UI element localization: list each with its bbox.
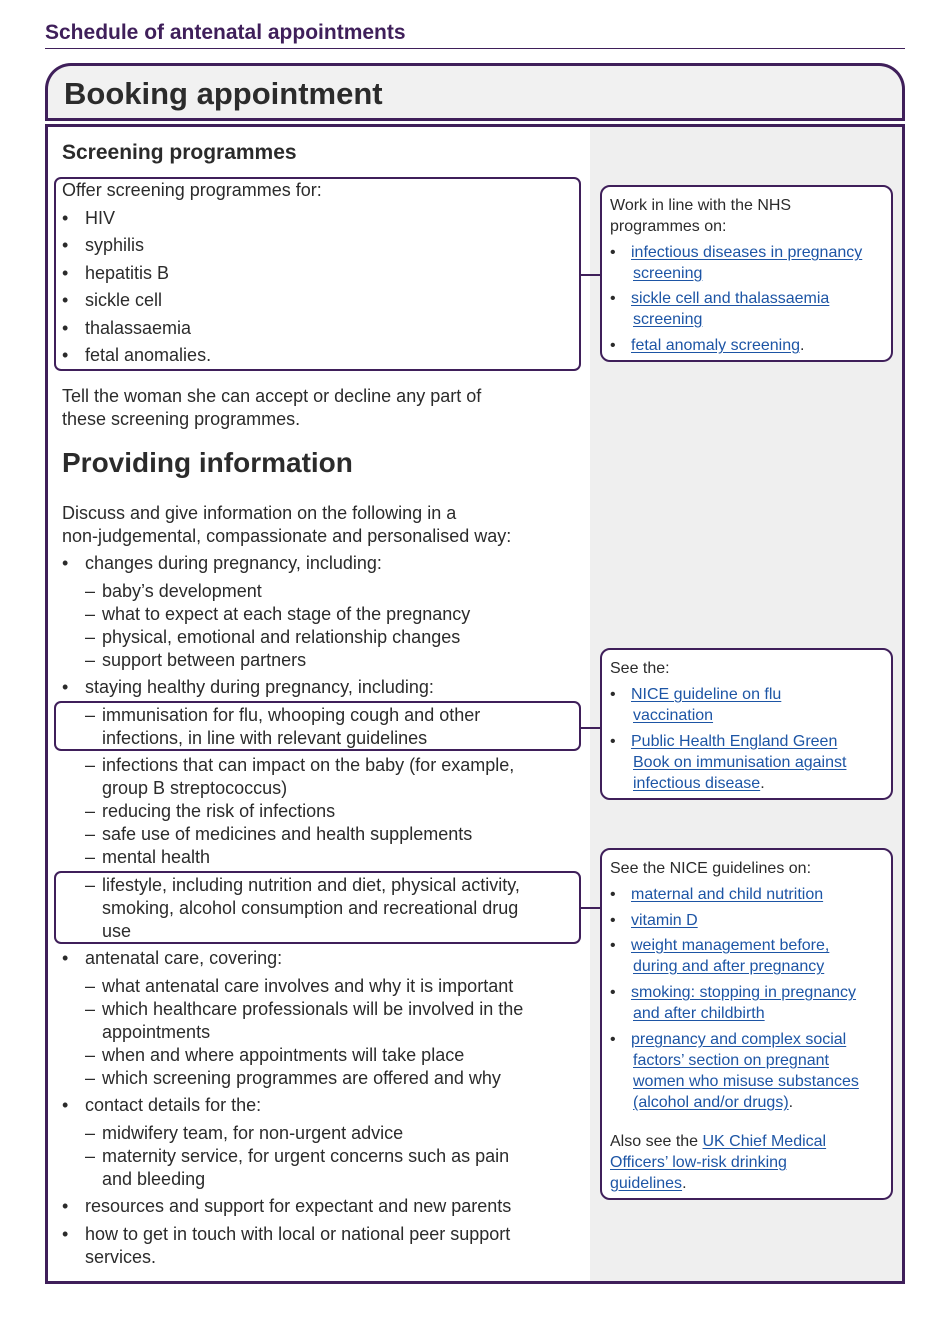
link-green-book-continued[interactable]: Book on immunisation against: [633, 754, 847, 771]
section-header-divider: [45, 118, 905, 121]
nhs-box-intro-line2: programmes on:: [610, 218, 727, 235]
link-green-book-end[interactable]: infectious disease.: [633, 775, 765, 792]
providing-intro-line1: Discuss and give information on the following in a: [62, 503, 457, 523]
screening-intro: Offer screening programmes for:: [62, 180, 322, 200]
link-smoking-stopping-continued[interactable]: and after childbirth: [633, 1005, 765, 1022]
flu-box-intro: See the:: [610, 660, 670, 677]
sub-list-item-continued: use: [102, 921, 132, 941]
link-weight-management-continued[interactable]: during and after pregnancy: [633, 958, 825, 975]
sub-list-item-continued: group B streptococcus): [102, 778, 288, 798]
sub-list-item-continued: and bleeding: [102, 1169, 206, 1189]
link-cmo-drinking-guidelines[interactable]: Officers’ low-risk drinking: [610, 1154, 787, 1171]
sub-list-item-continued: appointments: [102, 1022, 211, 1042]
booking-appointment-panel: Screening programmes Offer screening programmes for: • HIV • syphilis • hepatitis B • sickle cell • thalassaemia • fetal anomalies. Tell the woman she can accept or decline any part of these screening programmes. Providing information Discuss and give information on the following in a non-judgemental, compassionate and personalised way: • changes during pregnancy, including: – baby’s development – what to expect at each stage of the pregnancy – physical, emotional and relationship changes – support between partners • staying healthy during pregnancy, including: – immunisation for flu, whooping cough and other infections, in line with relevant guidelines – infections that can impact on the baby (for example, group B streptococcus) – reducing the risk of infections – safe use of medicines and health supplements – mental health – lifestyle, including nutrition and diet, physical activity, smoking, alcohol consumption and recreational drug use • antenatal care, covering: – what antenatal care involves and why it is important – which healthcare professionals will be involved in the appointments – when and where appointments will take place – which screening programmes are offered and why • contact details for the: – midwifery team, for non-urgent advice – maternity service, for urgent concerns such as pain and bleeding • resources and support for expectant and new parents • how to get in touch with local or national peer support services. Work in line with the NHS programmes on: • infectious diseases in pregnancy screening • sickle cell and thalassaemia screening • fetal anomaly screening. See the: • NICE guideline on flu vaccination • Public Health England Green Book on immunisation against infectious disease. See the NICE guidelines on: • maternal and child nutrition • vitamin D • weight management before, during and after pregnancy • smoking: stopping in pregnancy and after childbirth • pregnancy and complex social factors’ section on pregnant women who misuse substances (alcohol and/or drugs). Also see the UK Chief Medical Officers’ low-risk drinking guidelines.: [45, 124, 905, 1284]
screening-heading: Screening programmes: [62, 141, 297, 164]
nhs-box-intro-line1: Work in line with the NHS: [610, 197, 792, 214]
sub-list-item-continued: infections, in line with relevant guidelines: [102, 728, 428, 748]
immunisation-guidance-box: See the: • NICE guideline on flu vaccination • Public Health England Green Book on immunisation against infectious disease.: [600, 648, 893, 800]
document-title: Schedule of antenatal appointments: [45, 20, 905, 49]
link-nice-flu-vaccination-continued[interactable]: vaccination: [633, 707, 714, 724]
also-see-line1[interactable]: Also see the UK Chief Medical: [610, 1133, 827, 1150]
screening-tell-line2: these screening programmes.: [62, 409, 301, 429]
nhs-link-sickle-cell-continued[interactable]: screening: [633, 311, 703, 328]
connector-screening: [581, 274, 600, 276]
nice-guidelines-box: See the NICE guidelines on: • maternal and child nutrition • vitamin D • weight management before, during and after pregnancy • smoking: stopping in pregnancy and after childbirth • pregnancy and complex social factors’ section on pregnant women who misuse substances (alcohol and/or drugs). Also see the UK Chief Medical Officers’ low-risk drinking guidelines.: [600, 848, 893, 1200]
section-header: [45, 63, 905, 121]
nice-box-intro: See the NICE guidelines on:: [610, 860, 812, 877]
screening-tell-line1: Tell the woman she can accept or decline any part of: [62, 386, 482, 406]
nhs-programmes-box: Work in line with the NHS programmes on: • infectious diseases in pregnancy screening • sickle cell and thalassaemia screening • fetal anomaly screening.: [600, 185, 893, 362]
connector-immunisation: [581, 727, 600, 729]
link-complex-social-factors-end[interactable]: (alcohol and/or drugs).: [633, 1094, 794, 1111]
nhs-link-infectious-diseases-continued[interactable]: screening: [633, 265, 703, 282]
link-complex-social-factors-continued[interactable]: factors’ section on pregnant: [633, 1052, 829, 1069]
link-complex-social-factors-continued[interactable]: women who misuse substances: [633, 1073, 859, 1090]
providing-intro-line2: non-judgemental, compassionate and personalised way:: [62, 526, 512, 546]
section-title: Booking appointment: [64, 76, 383, 111]
link-cmo-drinking-guidelines-end[interactable]: guidelines.: [610, 1175, 687, 1192]
connector-lifestyle: [581, 907, 600, 909]
sub-list-item-continued: smoking, alcohol consumption and recreational drug: [102, 898, 519, 918]
list-item-continued: services.: [85, 1247, 157, 1267]
providing-heading: Providing information: [62, 447, 353, 478]
